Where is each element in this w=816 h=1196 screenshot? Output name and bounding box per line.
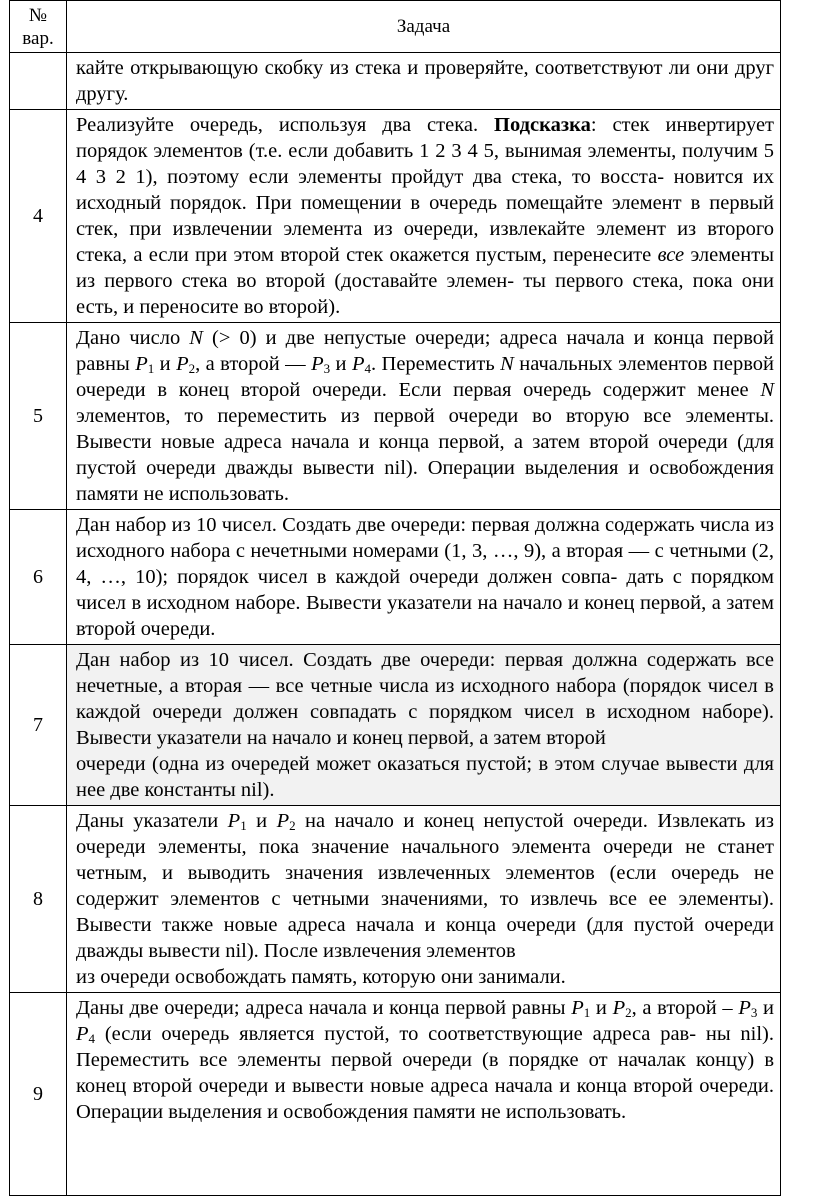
variant-number: 6 (10, 510, 67, 645)
variant-number: 7 (10, 645, 67, 806)
task-text: кайте открывающую скобку из стека и проверяйте, соответствуют ли они друг другу. (67, 53, 781, 110)
table-header-row (10, 1, 781, 53)
task-text: Дан набор из 10 чисел. Создать две очереди: первая должна содержать все нечетные, а вторая — все четные числа из исходного набора (порядок чисел в каждой очереди должен совпадать с порядком чисел в исходном наборе). Вывести указатели на начало и конец первой, а затем второй очереди (одна из очередей может оказаться пустой; в этом случае вывести для нее две константы nil). (67, 645, 781, 806)
task-header: Задача (67, 1, 781, 53)
table-row (10, 53, 781, 110)
hint-label: Подсказка (494, 114, 591, 136)
task-text: Даны две очереди; адреса начала и конца первой равны $P_1$ и $P_2$, а второй – $P_3$ и $P_4$ (если очередь является пустой, то соответствующие адреса рав- ны nil). Переместить все элементы первой очереди (в порядке от началак концу) в конец второй очереди и вывести новые адреса начала и конца второй очереди. Операции выделения и освобождения памяти не использовать. (67, 993, 781, 1196)
table-row (10, 110, 781, 323)
variant-number (10, 53, 67, 110)
table-row (10, 510, 781, 645)
tasks-table (9, 0, 781, 1196)
task-text: Реализуйте очередь, используя два стека. Подсказка: стек инвертирует порядок элементов (т.е. если добавить 1 2 3 4 5, вынимая элементы, получим 5 4 3 2 1), поэтому если элементы пройдут два стека, то восста- новится их исходный порядок. При помещении в очередь помещайте элемент в первый стек, при извлечении элемента из очереди, извлекайте элемент из второго стека, а если при этом второй стек окажется пустым, перенесите все элементы из первого стека во второй (доставайте элемен- ты первого стека, пока они есть, и переносите во второй). (67, 110, 781, 323)
variant-number-header (10, 1, 67, 53)
table-row (10, 993, 781, 1196)
table-row (10, 645, 781, 806)
variant-label: вар. (22, 27, 54, 49)
task-text: Дано число N (> 0) и две непустые очереди; адреса начала и конца первой равны $P_1$ и $P_2$, а второй — $P_3$ и $P_4$. Переместить N начальных элементов первой очереди в конец второй очереди. Если первая очередь содержит менее N элементов, то переместить из первой очереди во вторую все элементы. Вывести новые адреса начала и конца первой, а затем второй очереди (для пустой очереди дважды вывести nil). Операции выделения и освобождения памяти не использовать. (67, 323, 781, 510)
table-row (10, 323, 781, 510)
variant-number: 4 (10, 110, 67, 323)
task-text: Даны указатели $P_1$ и $P_2$ на начало и конец непустой очереди. Извлекать из очереди элементы, пока значение начального элемента очереди не станет четным, и выводить значения извлеченных элементов (если очередь не содержит элементов с четными значениями, то извлечь все ее элементы). Вывести также новые адреса начала и конца очереди (для пустой очереди дважды вывести nil). После извлечения элементов из очереди освобождать память, которую они занимали. (67, 806, 781, 993)
variant-number: 8 (10, 806, 67, 993)
variant-number: 5 (10, 323, 67, 510)
num-sign: № (28, 4, 48, 26)
task-text: Дан набор из 10 чисел. Создать две очереди: первая должна содержать числа из исходного набора с нечетными номерами (1, 3, …, 9), а вторая — с четными (2, 4, …, 10); порядок чисел в каждой очереди должен совпа- дать с порядком чисел в исходном наборе. Вывести указатели на начало и конец первой, а затем второй очереди. (67, 510, 781, 645)
table-row (10, 806, 781, 993)
variant-number: 9 (10, 993, 67, 1196)
